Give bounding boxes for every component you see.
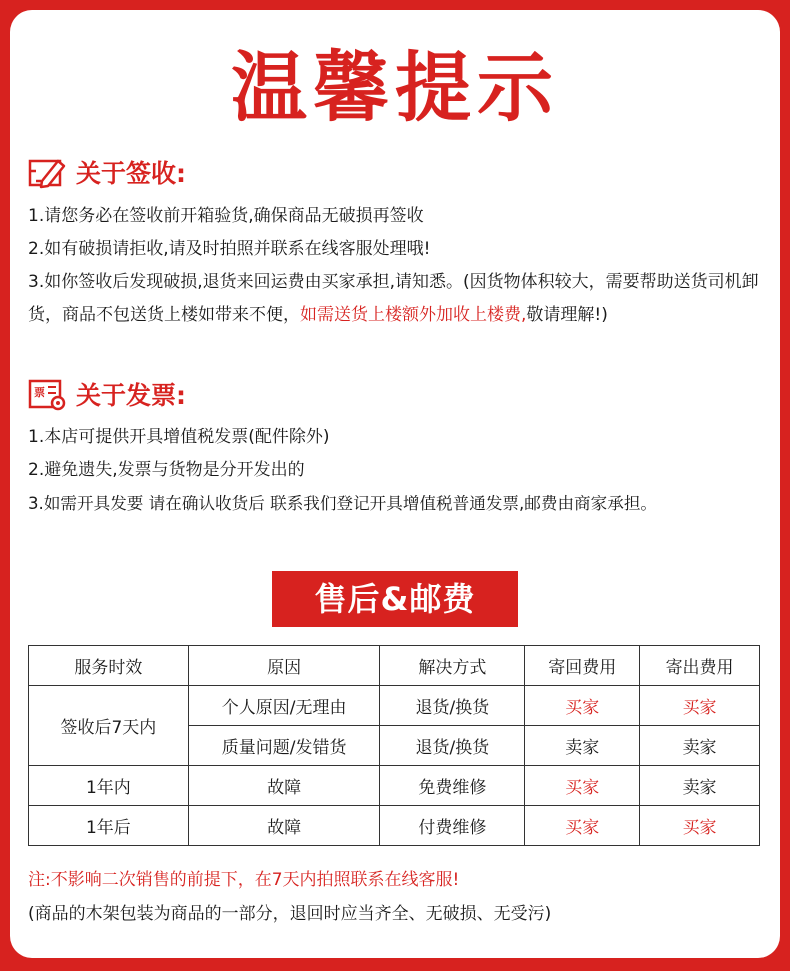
cell-reason: 质量问题/发错货 <box>188 726 380 766</box>
sign-line-3-end: 敬请理解!) <box>526 305 608 325</box>
cell-solution: 免费维修 <box>380 766 525 806</box>
table-row <box>29 686 760 726</box>
cell-period: 签收后7天内 <box>29 686 189 766</box>
invoice-section-title: 关于发票: <box>76 381 186 410</box>
sign-section-title: 关于签收: <box>76 159 186 188</box>
cell-return-fee: 买家 <box>525 766 640 806</box>
sign-section-heading <box>28 152 186 192</box>
cell-reason: 故障 <box>188 806 380 846</box>
cell-reason: 个人原因/无理由 <box>188 686 380 726</box>
note-red: 注:不影响二次销售的前提下，在7天内拍照联系在线客服! <box>28 870 460 890</box>
cell-solution: 付费维修 <box>380 806 525 846</box>
note-packaging: (商品的木架包装为商品的一部分，退回时应当齐全、无破损、无受污) <box>28 904 552 924</box>
cell-reason: 故障 <box>188 766 380 806</box>
cell-return-fee: 买家 <box>525 686 640 726</box>
header-send-fee: 寄出费用 <box>640 646 760 686</box>
sign-line-3 <box>28 266 768 332</box>
cell-return-fee: 买家 <box>525 806 640 846</box>
cell-solution: 退货/换货 <box>380 726 525 766</box>
table-row <box>29 766 760 806</box>
invoice-section-heading <box>28 374 186 414</box>
cell-send-fee: 卖家 <box>640 726 760 766</box>
table-header-row <box>29 646 760 686</box>
cell-period: 1年后 <box>29 806 189 846</box>
invoice-icon-label: 票 <box>34 386 45 399</box>
sign-line-1: 1.请您务必在签收前开箱验货,确保商品无破损再签收 <box>28 206 424 226</box>
header-return-fee: 寄回费用 <box>525 646 640 686</box>
page-title: 温馨提示 <box>231 43 559 132</box>
table-row <box>29 806 760 846</box>
sign-line-3-text: 3.如你签收后发现破损,退货来回运费由买家承担,请知悉。(因货物体积较大，需要帮助送货司机卸货，商品不包送货上楼如带来不便， <box>28 272 759 325</box>
cell-return-fee: 卖家 <box>525 726 640 766</box>
header-reason: 原因 <box>188 646 380 686</box>
cell-send-fee: 卖家 <box>640 766 760 806</box>
invoice-icon <box>28 377 68 411</box>
sign-pen-icon <box>28 155 68 189</box>
aftersale-banner: 售后&邮费 <box>272 571 518 627</box>
cell-send-fee: 买家 <box>640 686 760 726</box>
invoice-line-3: 3.如需开具发要 请在确认收货后 联系我们登记开具增值税普通发票,邮费由商家承担。 <box>28 494 658 513</box>
header-period: 服务时效 <box>29 646 189 686</box>
cell-send-fee: 买家 <box>640 806 760 846</box>
sign-line-2: 2.如有破损请拒收,请及时拍照并联系在线客服处理哦! <box>28 239 431 259</box>
cell-period: 1年内 <box>29 766 189 806</box>
fee-table <box>28 645 760 846</box>
header-solution: 解决方式 <box>380 646 525 686</box>
cell-solution: 退货/换货 <box>380 686 525 726</box>
invoice-line-2: 2.避免遗失,发票与货物是分开发出的 <box>28 460 305 480</box>
sign-line-3-highlight: 如需送货上楼额外加收上楼费, <box>300 305 527 325</box>
invoice-line-1: 1.本店可提供开具增值税发票(配件除外) <box>28 427 330 447</box>
